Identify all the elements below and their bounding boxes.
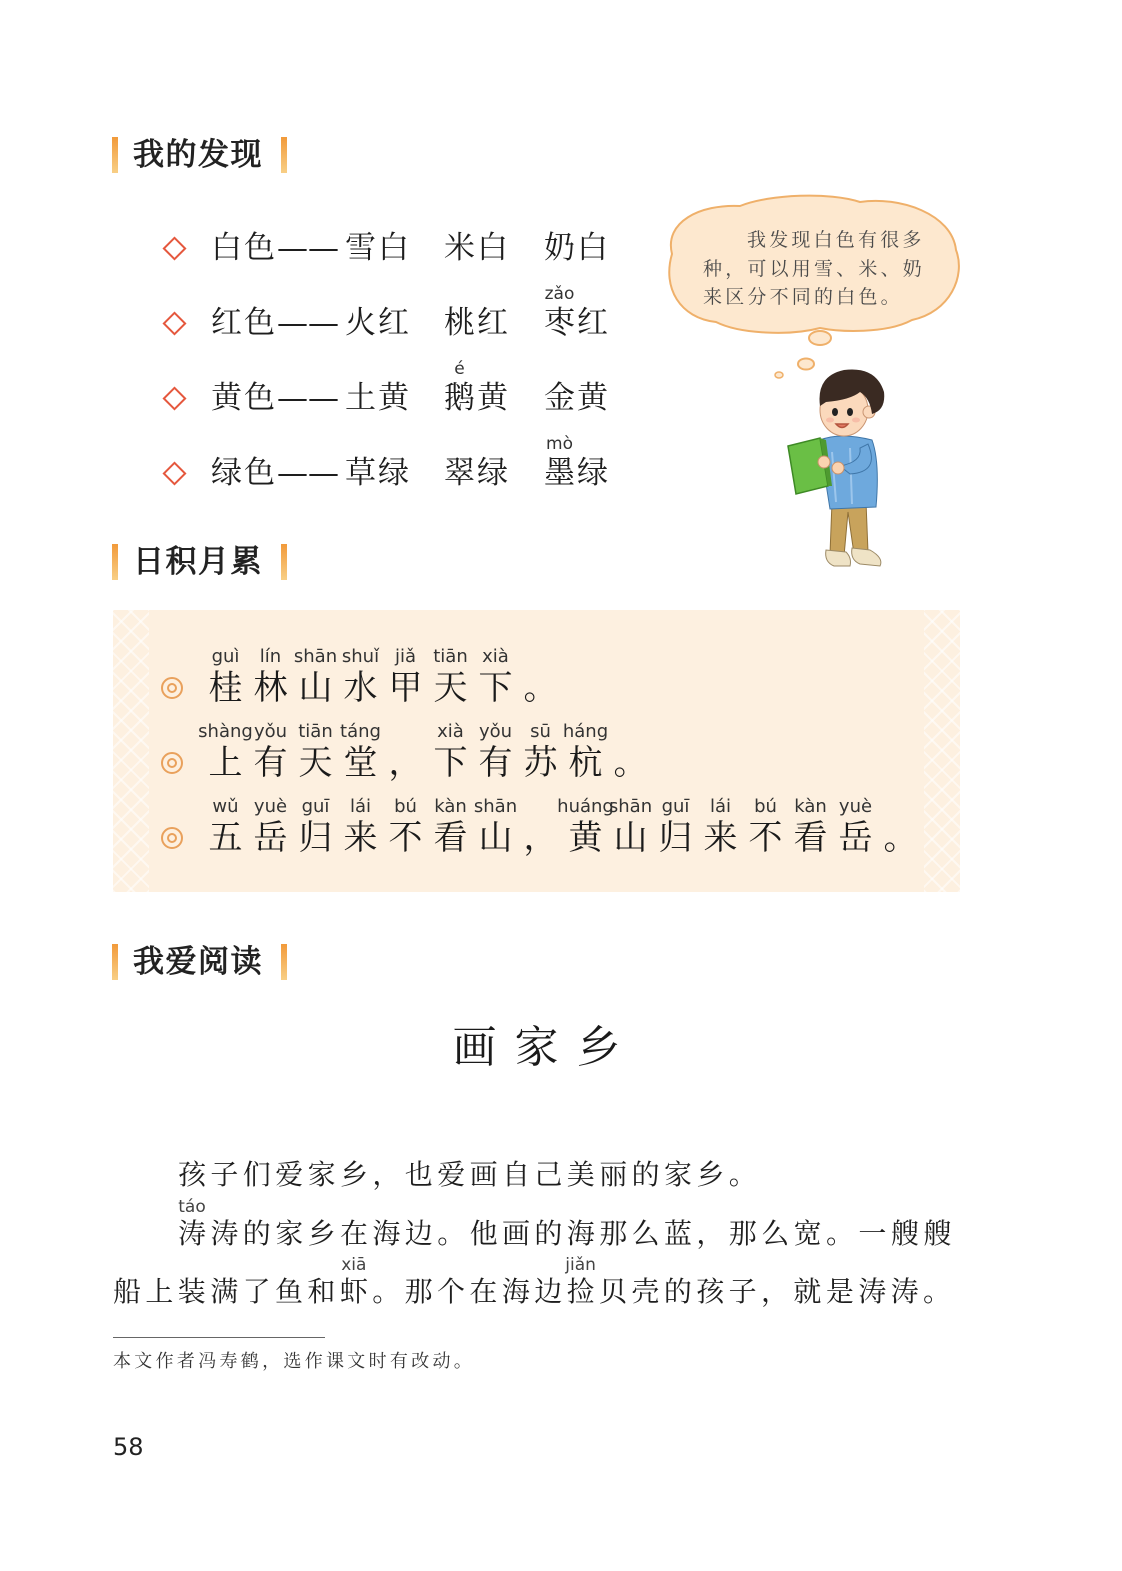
pinyin: guī (301, 796, 330, 817)
color-word-row (0, 228, 660, 268)
character: 五 (208, 818, 243, 858)
diamond-bullet-icon (162, 461, 186, 485)
pinyin: kàn (794, 796, 827, 817)
color-word-text: 桃红 (444, 305, 510, 341)
pinyin: bú (394, 796, 417, 817)
pinyin: guì (211, 646, 240, 667)
character: 下 (433, 743, 468, 783)
pinyin: xià (437, 721, 464, 742)
bubble-line: 种，可以用雪、米、奶 (703, 257, 926, 280)
annotated-character (383, 796, 428, 858)
section-title: 我爱阅读 (133, 944, 263, 980)
passage-body (113, 1146, 983, 1322)
color-word (345, 228, 411, 268)
section-heading-reading (112, 944, 288, 980)
annotated-character (653, 796, 698, 858)
character: 。 (883, 818, 918, 858)
character: 归 (658, 818, 693, 858)
color-word (544, 434, 610, 493)
annotated-character (698, 796, 743, 858)
pinyin: shān (608, 796, 653, 817)
color-word (345, 453, 411, 493)
saying-text (203, 796, 923, 858)
character: 桂 (208, 668, 243, 708)
color-word-text: 土黄 (345, 380, 411, 416)
annotated-character (428, 646, 473, 708)
character: 看 (793, 818, 828, 858)
text-segment: 孩子们爱家乡，也爱画自己美丽的家乡。 (178, 1158, 762, 1191)
annotated-character (608, 796, 653, 858)
color-term: 红色 (211, 305, 277, 341)
character: 有 (478, 743, 513, 783)
character: 堂 (343, 743, 378, 783)
pinyin: bú (754, 796, 777, 817)
annotated-character (203, 646, 248, 708)
color-word-text: 奶白 (544, 230, 610, 266)
sayings-list (158, 646, 958, 886)
annotated-character (788, 796, 833, 858)
double-circle-bullet-icon (161, 752, 183, 774)
section-heading-discover (112, 137, 288, 173)
annotated-character (473, 646, 518, 708)
annotated-character (293, 796, 338, 858)
text-segment: 贝壳的孩子，就是涛涛。 (599, 1275, 956, 1308)
footnote-divider (113, 1337, 325, 1338)
saying-text (198, 721, 653, 783)
pinyin: xiā (341, 1255, 367, 1275)
footnote: 本文作者冯寿鹤，选作课文时有改动。 (113, 1351, 476, 1372)
color-word-text: 草绿 (345, 455, 411, 491)
saying-line (158, 796, 958, 858)
annotated-character (248, 721, 293, 783)
pinyin: tiān (298, 721, 333, 742)
annotated-character (248, 796, 293, 858)
pinyin: jiǎ (394, 646, 417, 667)
color-word-text: 枣红 (544, 305, 610, 341)
pinyin: yǒu (253, 721, 288, 742)
color-word (544, 378, 610, 418)
heading-bar-right (281, 137, 287, 173)
character: 来 (343, 818, 378, 858)
character: 。 (523, 668, 558, 708)
pinyin: shuǐ (341, 646, 380, 667)
pinyin: sū (530, 721, 551, 742)
color-word-text: 墨绿 (544, 455, 610, 491)
pinyin: xià (482, 646, 509, 667)
annotated-character (565, 1255, 600, 1322)
text-segment: 船上装满了鱼和 (113, 1275, 340, 1308)
character: 山 (298, 668, 333, 708)
heading-bar-right (281, 944, 287, 980)
text-line (113, 1255, 983, 1322)
annotated-character (563, 721, 608, 783)
color-word (345, 378, 411, 418)
ornament-border-left (113, 610, 149, 892)
double-circle-bullet-icon (161, 677, 183, 699)
color-word-text: 雪白 (345, 230, 411, 266)
dash: —— (277, 305, 339, 341)
annotated-character (428, 721, 473, 783)
annotated-character (339, 1255, 373, 1322)
character: 山 (478, 818, 513, 858)
color-word-text: 火红 (345, 305, 411, 341)
color-word-text: 鹅黄 (444, 380, 510, 416)
dash: —— (277, 230, 339, 266)
pinyin: mò (546, 434, 573, 454)
annotated-character (743, 796, 788, 858)
annotated-character (833, 796, 878, 858)
color-word-text: 翠绿 (444, 455, 510, 491)
saying-line (158, 721, 958, 783)
character: 看 (433, 818, 468, 858)
annotated-character (473, 721, 518, 783)
color-word (345, 303, 411, 343)
character: 岳 (253, 818, 288, 858)
annotated-character (473, 796, 518, 858)
character: 山 (613, 818, 648, 858)
dash: —— (277, 455, 339, 491)
diamond-bullet-icon (162, 311, 186, 335)
character: 归 (298, 818, 333, 858)
color-term: 黄色 (211, 380, 277, 416)
pinyin: tiān (433, 646, 468, 667)
annotated-character (557, 796, 614, 858)
heading-bar-left (112, 544, 118, 580)
character: 苏 (523, 743, 558, 783)
pinyin: lái (349, 796, 372, 817)
double-circle-bullet-icon (161, 827, 183, 849)
pinyin: lín (259, 646, 282, 667)
annotated-character (248, 646, 293, 708)
bubble-line: 我发现白色有很多 (747, 229, 925, 251)
pinyin: é (454, 359, 465, 379)
bubble-line: 来区分不同的白色。 (703, 286, 903, 308)
saying-line (158, 646, 958, 708)
diamond-bullet-icon (162, 236, 186, 260)
saying-text (203, 646, 563, 708)
color-term: 白色 (211, 230, 277, 266)
color-word (444, 453, 510, 493)
pinyin: jiǎn (565, 1255, 596, 1275)
pinyin: táo (178, 1196, 206, 1217)
color-word-text: 米白 (444, 230, 510, 266)
character: 水 (343, 668, 378, 708)
annotated-character (293, 721, 338, 783)
pinyin: guī (661, 796, 690, 817)
character: ， (523, 818, 558, 858)
character: 不 (748, 818, 783, 858)
color-word (444, 228, 510, 268)
character: 黄 (568, 818, 603, 858)
annotated-character (338, 721, 383, 783)
heading-bar-left (112, 137, 118, 173)
dash: —— (277, 380, 339, 416)
character: 有 (253, 743, 288, 783)
annotated-character (293, 646, 338, 708)
pinyin: yuè (253, 796, 288, 817)
color-word-row (0, 284, 660, 343)
character: 捡 (566, 1275, 600, 1308)
pinyin: kàn (434, 796, 467, 817)
character: 天 (433, 668, 468, 708)
text-line (113, 1146, 983, 1205)
annotated-character (338, 796, 383, 858)
heading-bar-right (281, 544, 287, 580)
character: 天 (298, 743, 333, 783)
color-word (544, 228, 610, 268)
annotated-character (428, 796, 473, 858)
character: 林 (253, 668, 288, 708)
color-word-text: 金黄 (544, 380, 610, 416)
section-title: 日积月累 (133, 544, 263, 580)
text-segment: 涛的家乡在海边。他画的海那么蓝，那么宽。一艘艘 (210, 1216, 956, 1250)
color-word-row (0, 434, 660, 493)
character: 杭 (568, 743, 603, 783)
diamond-bullet-icon (162, 386, 186, 410)
annotated-character (383, 646, 428, 708)
character: 下 (478, 668, 513, 708)
pinyin: wǔ (212, 796, 239, 817)
pinyin: táng (340, 721, 381, 742)
pinyin: yǒu (478, 721, 513, 742)
heading-bar-left (112, 944, 118, 980)
section-heading-accumulate (112, 544, 288, 580)
pinyin: háng (562, 721, 609, 742)
color-word (544, 284, 610, 343)
punctuation (518, 646, 563, 708)
pinyin: lái (709, 796, 732, 817)
punctuation (878, 796, 923, 858)
page-number: 58 (113, 1433, 144, 1461)
annotated-character (203, 796, 248, 858)
character: ， (388, 743, 423, 783)
pinyin: yuè (838, 796, 873, 817)
passage-title: 画家乡 (452, 1022, 639, 1073)
character: 上 (208, 743, 243, 783)
color-word-list (0, 228, 660, 528)
pinyin: shān (473, 796, 518, 817)
pinyin: huáng (557, 796, 614, 817)
pinyin: shān (293, 646, 338, 667)
text-segment: 。那个在海边 (372, 1275, 567, 1308)
color-term: 绿色 (211, 455, 277, 491)
color-word (444, 359, 510, 418)
punctuation (608, 721, 653, 783)
punctuation (383, 721, 428, 783)
text-line (113, 1196, 983, 1264)
annotated-character (178, 1196, 211, 1264)
annotated-character (518, 721, 563, 783)
pinyin: shàng (198, 721, 253, 742)
annotated-character (338, 646, 383, 708)
character: 不 (388, 818, 423, 858)
thought-bubble-text (703, 226, 925, 312)
boy-reading-illustration (780, 362, 900, 577)
character: 涛 (178, 1216, 211, 1250)
character: 来 (703, 818, 738, 858)
annotated-character (198, 721, 253, 783)
character: 。 (613, 743, 648, 783)
color-word (444, 303, 510, 343)
character: 虾 (339, 1275, 373, 1308)
pinyin: zǎo (544, 284, 575, 304)
section-title: 我的发现 (133, 137, 263, 173)
character: 岳 (838, 818, 873, 858)
character: 甲 (388, 668, 423, 708)
color-word-row (0, 359, 660, 418)
